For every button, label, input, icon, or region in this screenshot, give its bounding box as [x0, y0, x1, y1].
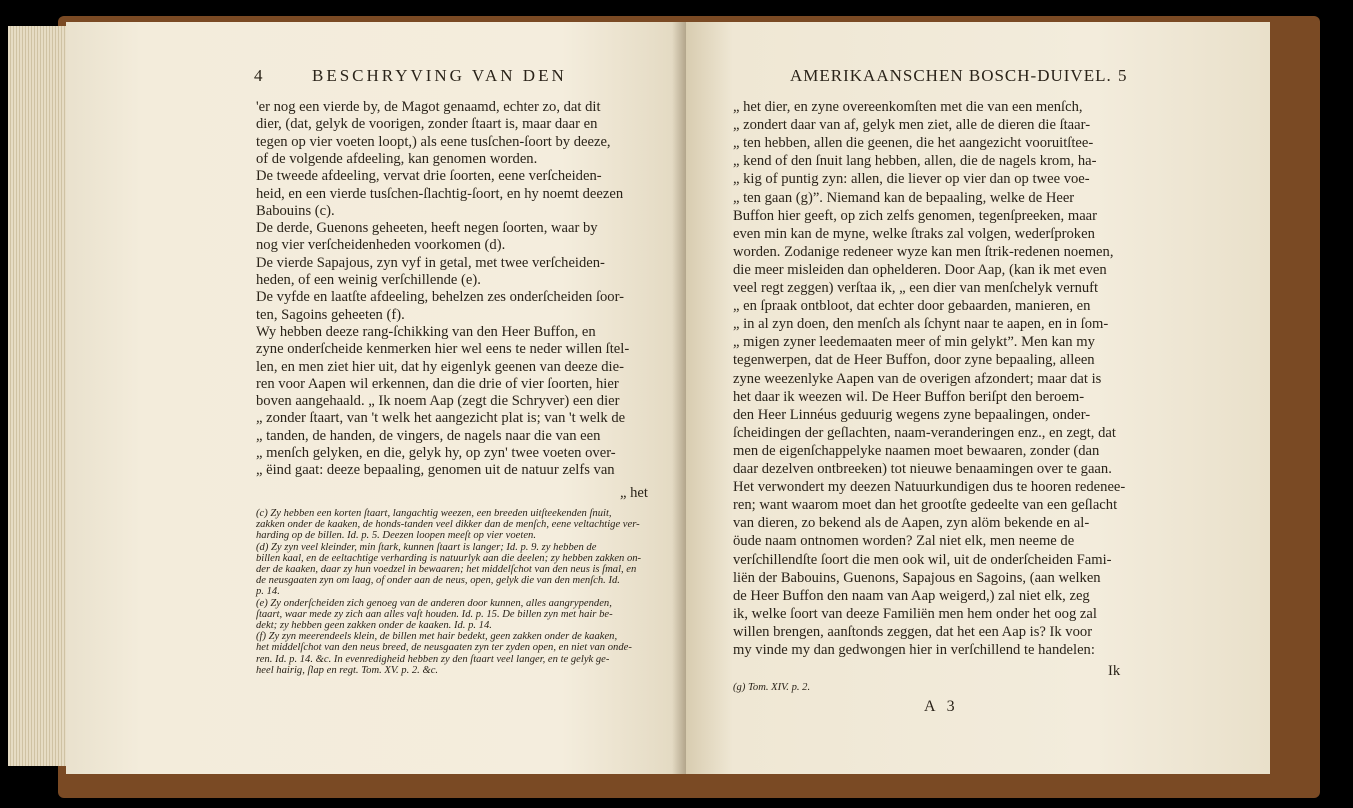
signature-mark: A 3 [924, 698, 959, 715]
text-line: „ zondert daar van af, gelyk men ziet, alle de dieren die ſtaar- [733, 117, 1091, 134]
text-line: De derde, Guenons geheeten, heeft negen ſoorten, waar by [256, 220, 598, 237]
text-line: len, en men ziet hier uit, dat hy eigenlyk geenen van deeze die- [256, 358, 624, 375]
footnote-line: ſtaart, waar mede zy zich aan alles vaſt houden. Id. p. 15. De billen zyn met hair be- [256, 608, 613, 620]
text-line: ik, welke ſoort van deeze Familiën men hem onder het oog zal [733, 605, 1097, 622]
text-line: ren voor Aapen wil erkennen, dan die drie of vier ſoorten, hier [256, 375, 619, 392]
text-line: Het verwondert my deezen Natuurkundigen dus te hooren redenee- [733, 479, 1126, 496]
text-line: dier, (dat, gelyk de voorigen, zonder ſtaart is, maar daar en [256, 116, 598, 133]
text-line: het daar ik weezen wil. De Heer Buffon beriſpt den beroem- [733, 388, 1085, 405]
footnote-line: ren. Id. p. 14. &c. In evenredigheid hebben zy den ſtaart veel langer, en te gelyk ge- [256, 653, 610, 665]
left-page-number: 4 [254, 66, 263, 85]
text-line: men de eigenſchappelyke naamen moet bewaaren, zonder (dan [733, 442, 1100, 459]
footnote-line: (c) Zy hebben een korten ſtaart, langachtig weezen, een breeden uitſteekenden ſnuit, [256, 508, 612, 519]
text-line: die meer misleiden dan ophelderen. Door Aap, (kan ik met even [733, 261, 1107, 278]
text-line: tegen op vier voeten loopt,) als eene tusſchen-ſoort by deeze, [256, 133, 611, 150]
text-line: veel regt zeggen) verſtaa ik, „ een dier van menſchelyk vernuft [733, 280, 1099, 296]
text-line: of de volgende afdeeling, kan genomen worden. [256, 150, 538, 167]
text-line: zyne onderſcheide kenmerken hier wel eens te neder willen ſtel- [256, 341, 630, 358]
text-line: worden. Zodanige redeneer wyze kan men ſtrik-redenen noemen, [733, 243, 1114, 260]
text-line: „ kend of den ſnuit lang hebben, allen, die de nagels krom, ha- [733, 153, 1097, 170]
text-line: ten, Sagoins geheeten (f). [256, 306, 405, 323]
footnote-line: het middelſchot van den neus breed, de neusgaaten zyn ter zyden open, en niet van onde- [256, 642, 632, 654]
text-line: verſchillendſte ſoort die men ook wil, uit de onderſcheiden Fami- [733, 551, 1112, 568]
footnote-line: (f) Zy zyn meerendeels klein, de billen met hair bedekt, geen zakken onder de kaaken, [256, 631, 618, 643]
footnote-line: billen kaal, en de eeltachtige verharding is natuurlyk aan die deelen; zy hebben zakken on- [256, 552, 642, 564]
text-line: „ in al zyn doen, den menſch als ſchynt naar te aapen, en in ſom- [733, 316, 1109, 333]
text-line: De vierde Sapajous, zyn vyf in getal, met twee verſcheiden- [256, 254, 605, 271]
right-page-number: 5 [1118, 66, 1127, 85]
text-line: De vyfde en laatſte afdeeling, behelzen zes onderſcheiden ſoor- [256, 289, 625, 306]
text-line: boven aangehaald. „ Ik noem Aap (zegt die Schryver) een dier [256, 393, 620, 410]
footnote-line: (d) Zy zyn veel kleinder, min ſtark, kunnen ſtaart is langer; Id. p. 9. zy hebben de [256, 541, 597, 553]
footnote-line: (g) Tom. XIV. p. 2. [733, 682, 811, 693]
text-line: De tweede afdeeling, vervat drie ſoorten, eene verſcheiden- [256, 168, 602, 185]
text-line: öude naam ontnomen worden? Zal niet elk, men neeme de [733, 533, 1075, 550]
text-line: heid, en een vierde tusſchen-ſlachtig-ſoort, en hy noemt deezen [256, 185, 624, 202]
text-line: „ ëind gaat: deeze bepaaling, genomen uit de natuur zelfs van [256, 462, 615, 479]
page-edges-left [8, 26, 68, 766]
left-catchword: „ het [620, 485, 648, 501]
text-line: 'er nog een vierde by, de Magot genaamd, echter zo, dat dit [256, 99, 601, 115]
text-line: Babouins (c). [256, 202, 335, 219]
text-line: Wy hebben deeze rang-ſchikking van den Heer Buffon, en [256, 323, 596, 340]
text-line: „ migen zyner leedemaaten meer of min gelykt”. Men kan my [733, 334, 1095, 351]
text-line: ſcheidingen der geſlachten, naam-veranderingen enz., en zegt, dat [733, 424, 1116, 441]
text-line: tegenwerpen, dat de Heer Buffon, door zyne bepaaling, alleen [733, 352, 1095, 369]
text-line: van dieren, zo bekend als de Aapen, zyn alöm bekende en al- [733, 515, 1090, 532]
footnote-line: de neusgaaten zyn om laag, of onder aan de neus, open, gelyk die van den menſch. Id. [256, 575, 620, 587]
text-line: „ en ſpraak ontbloot, dat echter door gebaarden, manieren, en [733, 298, 1091, 315]
text-line: Buffon hier geeft, op zich zelfs genomen, tegenſpreeken, maar [733, 207, 1098, 224]
text-line: even min kan de myne, welke ſtraks zal volgen, wederſproken [733, 225, 1095, 242]
text-line: „ kig of puntig zyn: allen, die liever op vier dan op twee voe- [733, 171, 1090, 188]
text-line: de Heer Buffon den naam van Aap weigerd,) zal niet elk, zeg [733, 587, 1090, 604]
text-line: my vinde my dan gedwongen hier in verſchillend te handelen: [733, 642, 1095, 658]
text-line: nog vier verſcheidenheden voorkomen (d). [256, 237, 506, 254]
footnote-line: zakken onder de kaaken, de honds-tanden veel dikker dan de menſch, eene veltachtige ver- [256, 519, 640, 531]
footnote-line: der de kaaken, daar zy hun voedzel in bewaaren; het middelſchot van den neus is ſmal, en [256, 564, 637, 575]
text-line: „ zonder ſtaart, van 't welk het aangezicht plat is; van 't welk de [256, 410, 626, 427]
right-catchword: Ik [1108, 663, 1121, 679]
text-line: daar dezelven ontbreeken) tot nieuwe benaamingen over te gaan. [733, 461, 1112, 477]
text-line: den Heer Linnéus geduurig wegens zyne bepaalingen, onder- [733, 406, 1091, 423]
left-running-head: BESCHRYVING VAN DEN [312, 66, 567, 85]
footnote-line: heel hairig, ſlap en regt. Tom. XV. p. 2. &c. [256, 664, 439, 676]
text-line: heden, of een weinig verſchillende (e). [256, 272, 481, 288]
text-line: „ ten gaan (g)”. Niemand kan de bepaaling, welke de Heer [733, 189, 1075, 206]
footnote-line: (e) Zy onderſcheiden zich genoeg van de anderen door kunnen, alles aangrypenden, [256, 597, 612, 609]
right-running-head: AMERIKAANSCHEN BOSCH-DUIVEL. [790, 66, 1112, 85]
text-line: ren; want waarom moet dan het grootſte gedeelte van een geſlacht [733, 497, 1118, 514]
text-line: „ ten hebben, allen die geenen, die het aangezicht vooruitſtee- [733, 135, 1094, 152]
text-line: willen brengen, aanſtonds zeggen, dat het een Aap is? Ik voor [733, 623, 1093, 640]
footnote-line: dekt; zy hebben geen zakken onder de kaaken. Id. p. 14. [256, 620, 492, 631]
footnote-line: p. 14. [256, 586, 280, 598]
text-line: zyne weezenlyke Aapen van de overigen afzondert; maar dat is [733, 370, 1102, 387]
text-line: liën der Babouins, Guenons, Sapajous en Sagoins, (aan welken [733, 569, 1101, 586]
text-line: „ tanden, de handen, de vingers, de nagels naar die van een [256, 427, 601, 444]
footnote-line: harding op de billen. Id. p. 5. Deezen loopen meeſt op vier voeten. [256, 530, 536, 542]
text-line: „ menſch gelyken, en die, gelyk hy, op zyn' twee voeten over- [256, 445, 616, 461]
text-line: „ het dier, en zyne overeenkomſten met die van een menſch, [733, 99, 1083, 115]
